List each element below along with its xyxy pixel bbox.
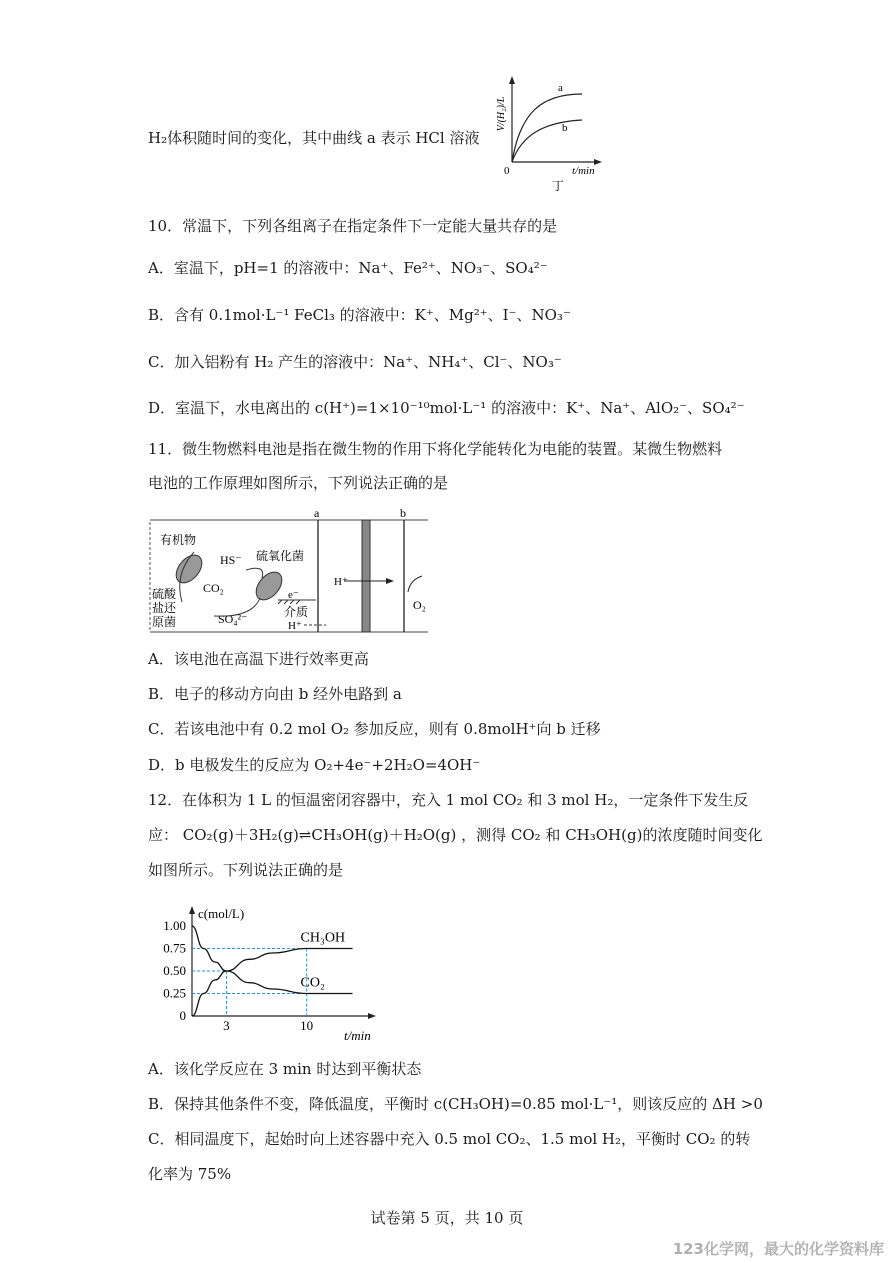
page-footer: 试卷第 5 页，共 10 页 <box>370 1209 524 1227</box>
label-electrode-b: b <box>400 506 406 520</box>
q11-option-c: C．若该电池中有 0.2 mol O₂ 参加反应，则有 0.8molH⁺向 b 迁移 <box>148 720 601 738</box>
intro-text: H₂体积随时间的变化，其中曲线 a 表示 HCl 溶液 <box>148 129 480 147</box>
q10-option-b: B．含有 0.1mol·L⁻¹ FeCl₃ 的溶液中：K⁺、Mg²⁺、I⁻、NO₃⁻ <box>148 306 571 324</box>
label-h-plus-2: H⁺ <box>334 576 348 588</box>
watermark: 123化学网，最大的化学资料库 <box>672 1240 884 1258</box>
q12-option-b: B．保持其他条件不变，降低温度，平衡时 c(CH₃OH)=0.85 mol·L⁻¹，则该反应的 ΔH >0 <box>148 1095 763 1113</box>
q10-stem: 10．常温下，下列各组离子在指定条件下一定能大量共存的是 <box>148 217 558 235</box>
q12-stem-line1: 12．在体积为 1 L 的恒温密闭容器中，充入 1 mol CO₂ 和 3 mol H₂，一定条件下发生反 <box>148 791 749 809</box>
q10-option-c: C．加入铝粉有 H₂ 产生的溶液中：Na⁺、NH₄⁺、Cl⁻、NO₃⁻ <box>148 353 562 371</box>
label-srb-1: 硫酸 <box>152 587 177 601</box>
label-so4: SO₄²⁻ <box>218 612 248 626</box>
series-line-0 <box>192 949 353 1017</box>
q10-option-d: D．室温下，水电离出的 c(H⁺)=1×10⁻¹⁰mol·L⁻¹ 的溶液中：K⁺、Na⁺、AlO₂⁻、SO₄²⁻ <box>148 399 745 417</box>
label-o2: O₂ <box>413 598 426 612</box>
figure-ding <box>490 74 620 194</box>
y-tick-label: 1.00 <box>163 918 186 933</box>
chart-xlabel: t/min <box>344 1028 371 1040</box>
q12-option-a: A．该化学反应在 3 min 时达到平衡状态 <box>148 1060 422 1078</box>
label-electrode-a: a <box>314 506 320 520</box>
y-tick-label: 0 <box>179 1008 186 1023</box>
q12-stem-line2: 应： CO₂(g)＋3H₂(g)⇌CH₃OH(g)＋H₂O(g) ，测得 CO₂ 和 CH₃OH(g)的浓度随时间变化 <box>148 826 763 844</box>
y-tick-label: 0.75 <box>163 940 186 956</box>
q11-option-d: D．b 电极发生的反应为 O₂+4e⁻+2H₂O=4OH⁻ <box>148 756 481 774</box>
q12-stem-line3: 如图所示。下列说法正确的是 <box>148 861 344 879</box>
series-label-0: CH₃OH <box>300 930 346 946</box>
label-srb-3: 原菌 <box>152 615 177 629</box>
fuel-cell-diagram <box>148 506 432 638</box>
caption: 丁 <box>552 179 565 193</box>
y-tick-label: 0.25 <box>163 985 186 1001</box>
xlabel: t/min <box>572 165 595 177</box>
q10-option-a: A．室温下，pH=1 的溶液中：Na⁺、Fe²⁺、NO₃⁻、SO₄²⁻ <box>148 259 548 277</box>
q11-stem-line1: 11．微生物燃料电池是指在微生物的作用下将化学能转化为电能的装置。某微生物燃料 <box>148 440 723 458</box>
x-tick-label: 3 <box>223 1018 230 1033</box>
bacteria-right <box>251 567 287 604</box>
label-medium: 介质 <box>284 605 309 619</box>
x-tick-label: 10 <box>300 1018 314 1033</box>
series-label-1: CO₂ <box>300 975 325 991</box>
membrane <box>362 520 370 632</box>
label-sulfur-oxidizing: 硫氧化菌 <box>256 549 305 563</box>
label-electron: e⁻ <box>288 589 299 601</box>
label-srb-2: 盐还 <box>152 601 177 615</box>
label-b: b <box>562 122 568 134</box>
q12-option-c-line1: C．相同温度下，起始时向上述容器中充入 0.5 mol CO₂、1.5 mol H₂，平衡时 CO₂ 的转 <box>148 1130 751 1148</box>
ylabel: V/(H₂)/L <box>496 96 507 132</box>
origin-label: 0 <box>504 165 510 177</box>
y-tick-label: 0.50 <box>163 963 186 978</box>
q11-option-a: A．该电池在高温下进行效率更高 <box>148 650 369 668</box>
curve-a <box>512 94 582 162</box>
label-organic: 有机物 <box>160 533 197 547</box>
q11-option-b: B．电子的移动方向由 b 经外电路到 a <box>148 685 402 703</box>
bacteria-left <box>171 550 207 587</box>
label-h-plus-1: H⁺ <box>288 620 302 632</box>
concentration-chart <box>148 900 388 1040</box>
q12-option-c-line2: 化率为 75% <box>148 1165 232 1183</box>
q11-stem-line2: 电池的工作原理如图所示，下列说法正确的是 <box>148 474 449 492</box>
label-a: a <box>558 82 563 94</box>
label-hs: HS⁻ <box>220 553 242 567</box>
chart-ylabel: c(mol/L) <box>198 906 245 921</box>
label-co2: CO₂ <box>203 581 224 595</box>
